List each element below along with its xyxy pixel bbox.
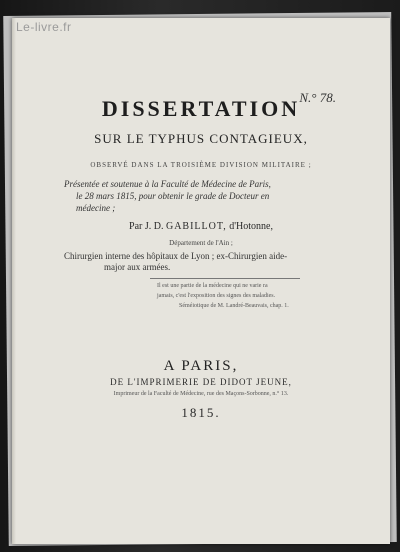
author-line [12, 221, 390, 232]
presentation-block [64, 178, 339, 214]
epigraph-line-1: Il est une partie de la médecine qui ne varie ra [157, 283, 268, 289]
presentation-line-2: le 28 mars 1815, pour obtenir le grade de Docteur en [76, 191, 270, 201]
printer-name: DE L'IMPRIMERIE DE DIDOT JEUNE, [110, 377, 292, 387]
epigraph-line-2: jamais, c'est l'exposition des signes des maladies. [157, 293, 276, 299]
publication-year: 1815. [181, 405, 221, 420]
presentation-line-1: Présentée et soutenue à la Faculté de Médecine de Paris, [64, 179, 271, 189]
quote-divider [150, 278, 300, 279]
printer-detail: Imprimeur de la Faculté de Médecine, rue des Maçons-Sorbonne, n.° 13. [113, 391, 289, 397]
epigraph [157, 281, 307, 311]
presentation-line-3: médecine ; [76, 203, 116, 213]
document-title: DISSERTATION [101, 96, 301, 121]
document-page [12, 18, 390, 544]
author-name: GABILLOT, [165, 221, 227, 232]
author-prefix: Par J. D. [129, 221, 164, 232]
author-origin: d'Hotonne, [229, 221, 273, 232]
publication-city: A PARIS, [163, 358, 239, 374]
observation-line: OBSERVÉ DANS LA TROISIÈME DIVISION MILITAIRE ; [90, 161, 312, 169]
position-line-2: major aux armées. [104, 262, 171, 272]
epigraph-source: Séméiotique de M. Landré-Beauvais, chap. 1. [179, 303, 289, 309]
position-line-1: Chirurgien interne des hôpitaux de Lyon ; ex-Chirurgien aide- [64, 251, 288, 261]
watermark: Le-livre.fr [16, 20, 72, 34]
document-subtitle: SUR LE TYPHUS CONTAGIEUX, [94, 131, 308, 146]
position-block [64, 251, 339, 273]
department-line: Département de l'Ain ; [169, 239, 233, 247]
document-number: N.° 78. [299, 90, 336, 105]
